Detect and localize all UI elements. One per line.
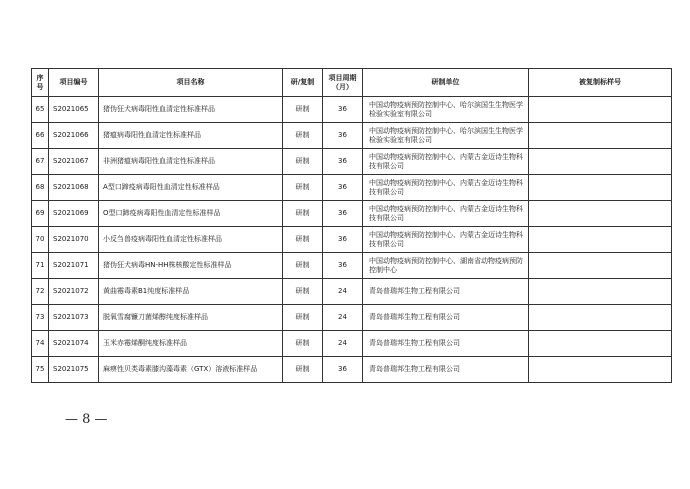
row-unit: 青岛普瑞邦生物工程有限公司 [363,357,529,383]
header-ref: 被复制标样号 [529,69,672,97]
row-period: 36 [323,253,363,279]
standards-table [31,68,672,383]
table-row [32,175,672,201]
table-row [32,201,672,227]
table-row [32,279,672,305]
row-name: 麻痹性贝类毒素膝沟藻毒素（GTX）溶液标准样品 [99,357,283,383]
table-row [32,227,672,253]
row-ref [529,97,672,123]
row-period: 36 [323,227,363,253]
row-type: 研制 [283,305,323,331]
header-name: 项目名称 [99,69,283,97]
header-seq: 序号 [32,69,49,97]
table-row [32,357,672,383]
table-row [32,331,672,357]
table-header-row [32,69,672,97]
row-code: S2021069 [49,201,99,227]
row-unit: 青岛普瑞邦生物工程有限公司 [363,279,529,305]
row-unit: 中国动物疫病预防控制中心、内蒙古金迈诗生物科技有限公司 [363,175,529,201]
row-unit: 中国动物疫病预防控制中心、湖南省动物疫病预防控制中心 [363,253,529,279]
row-code: S2021070 [49,227,99,253]
row-ref [529,201,672,227]
row-ref [529,305,672,331]
row-seq: 67 [32,149,49,175]
row-unit: 青岛普瑞邦生物工程有限公司 [363,331,529,357]
row-ref [529,123,672,149]
row-unit: 中国动物疫病预防控制中心、哈尔滨国生生物医学检验实验室有限公司 [363,97,529,123]
standards-table-container [31,68,671,383]
row-code: S2021068 [49,175,99,201]
row-ref [529,279,672,305]
row-ref [529,331,672,357]
row-code: S2021065 [49,97,99,123]
row-period: 36 [323,175,363,201]
row-name: 猪伪狂犬病毒阳性血清定性标准样品 [99,97,283,123]
row-ref [529,357,672,383]
row-name: 黄曲霉毒素B1纯度标准样品 [99,279,283,305]
row-unit: 中国动物疫病预防控制中心、哈尔滨国生生物医学检验实验室有限公司 [363,123,529,149]
row-period: 24 [323,279,363,305]
row-period: 24 [323,331,363,357]
row-seq: 69 [32,201,49,227]
table-row [32,149,672,175]
row-unit: 中国动物疫病预防控制中心、内蒙古金迈诗生物科技有限公司 [363,149,529,175]
row-ref [529,227,672,253]
row-name: 非洲猪瘟病毒阳性血清定性标准样品 [99,149,283,175]
row-name: 玉米赤霉烯酮纯度标准样品 [99,331,283,357]
row-type: 研制 [283,149,323,175]
page-number: — 8 — [65,412,108,427]
row-code: S2021074 [49,331,99,357]
table-row [32,305,672,331]
table-body [32,97,672,383]
row-name: 小反刍兽疫病毒阳性血清定性标准样品 [99,227,283,253]
row-period: 36 [323,201,363,227]
row-period: 24 [323,305,363,331]
row-type: 研制 [283,175,323,201]
header-code: 项目编号 [49,69,99,97]
row-name: 猪瘟病毒阳性血清定性标准样品 [99,123,283,149]
row-code: S2021066 [49,123,99,149]
row-ref [529,149,672,175]
row-seq: 70 [32,227,49,253]
row-code: S2021067 [49,149,99,175]
row-period: 36 [323,357,363,383]
row-unit: 中国动物疫病预防控制中心、内蒙古金迈诗生物科技有限公司 [363,227,529,253]
row-unit: 青岛普瑞邦生物工程有限公司 [363,305,529,331]
row-name: 猪伪狂犬病毒HN-HH株核酸定性标准样品 [99,253,283,279]
row-name: 脱氧雪腐镰刀菌烯醇纯度标准样品 [99,305,283,331]
row-type: 研制 [283,97,323,123]
row-seq: 66 [32,123,49,149]
row-period: 36 [323,123,363,149]
header-type: 研/复制 [283,69,323,97]
row-type: 研制 [283,253,323,279]
table-row [32,123,672,149]
row-seq: 73 [32,305,49,331]
row-seq: 71 [32,253,49,279]
row-type: 研制 [283,357,323,383]
row-name: O型口蹄疫病毒阳性血清定性标准样品 [99,201,283,227]
row-unit: 中国动物疫病预防控制中心、内蒙古金迈诗生物科技有限公司 [363,201,529,227]
row-ref [529,175,672,201]
table-row [32,253,672,279]
row-ref [529,253,672,279]
row-seq: 65 [32,97,49,123]
table-row [32,97,672,123]
row-period: 36 [323,149,363,175]
row-seq: 72 [32,279,49,305]
row-type: 研制 [283,201,323,227]
row-seq: 74 [32,331,49,357]
row-seq: 68 [32,175,49,201]
row-code: S2021073 [49,305,99,331]
row-code: S2021071 [49,253,99,279]
header-period: 项目周期（月） [323,69,363,97]
row-code: S2021075 [49,357,99,383]
row-period: 36 [323,97,363,123]
row-type: 研制 [283,331,323,357]
row-code: S2021072 [49,279,99,305]
row-type: 研制 [283,227,323,253]
row-type: 研制 [283,279,323,305]
header-unit: 研制单位 [363,69,529,97]
row-type: 研制 [283,123,323,149]
row-seq: 75 [32,357,49,383]
row-name: A型口蹄疫病毒阳性血清定性标准样品 [99,175,283,201]
